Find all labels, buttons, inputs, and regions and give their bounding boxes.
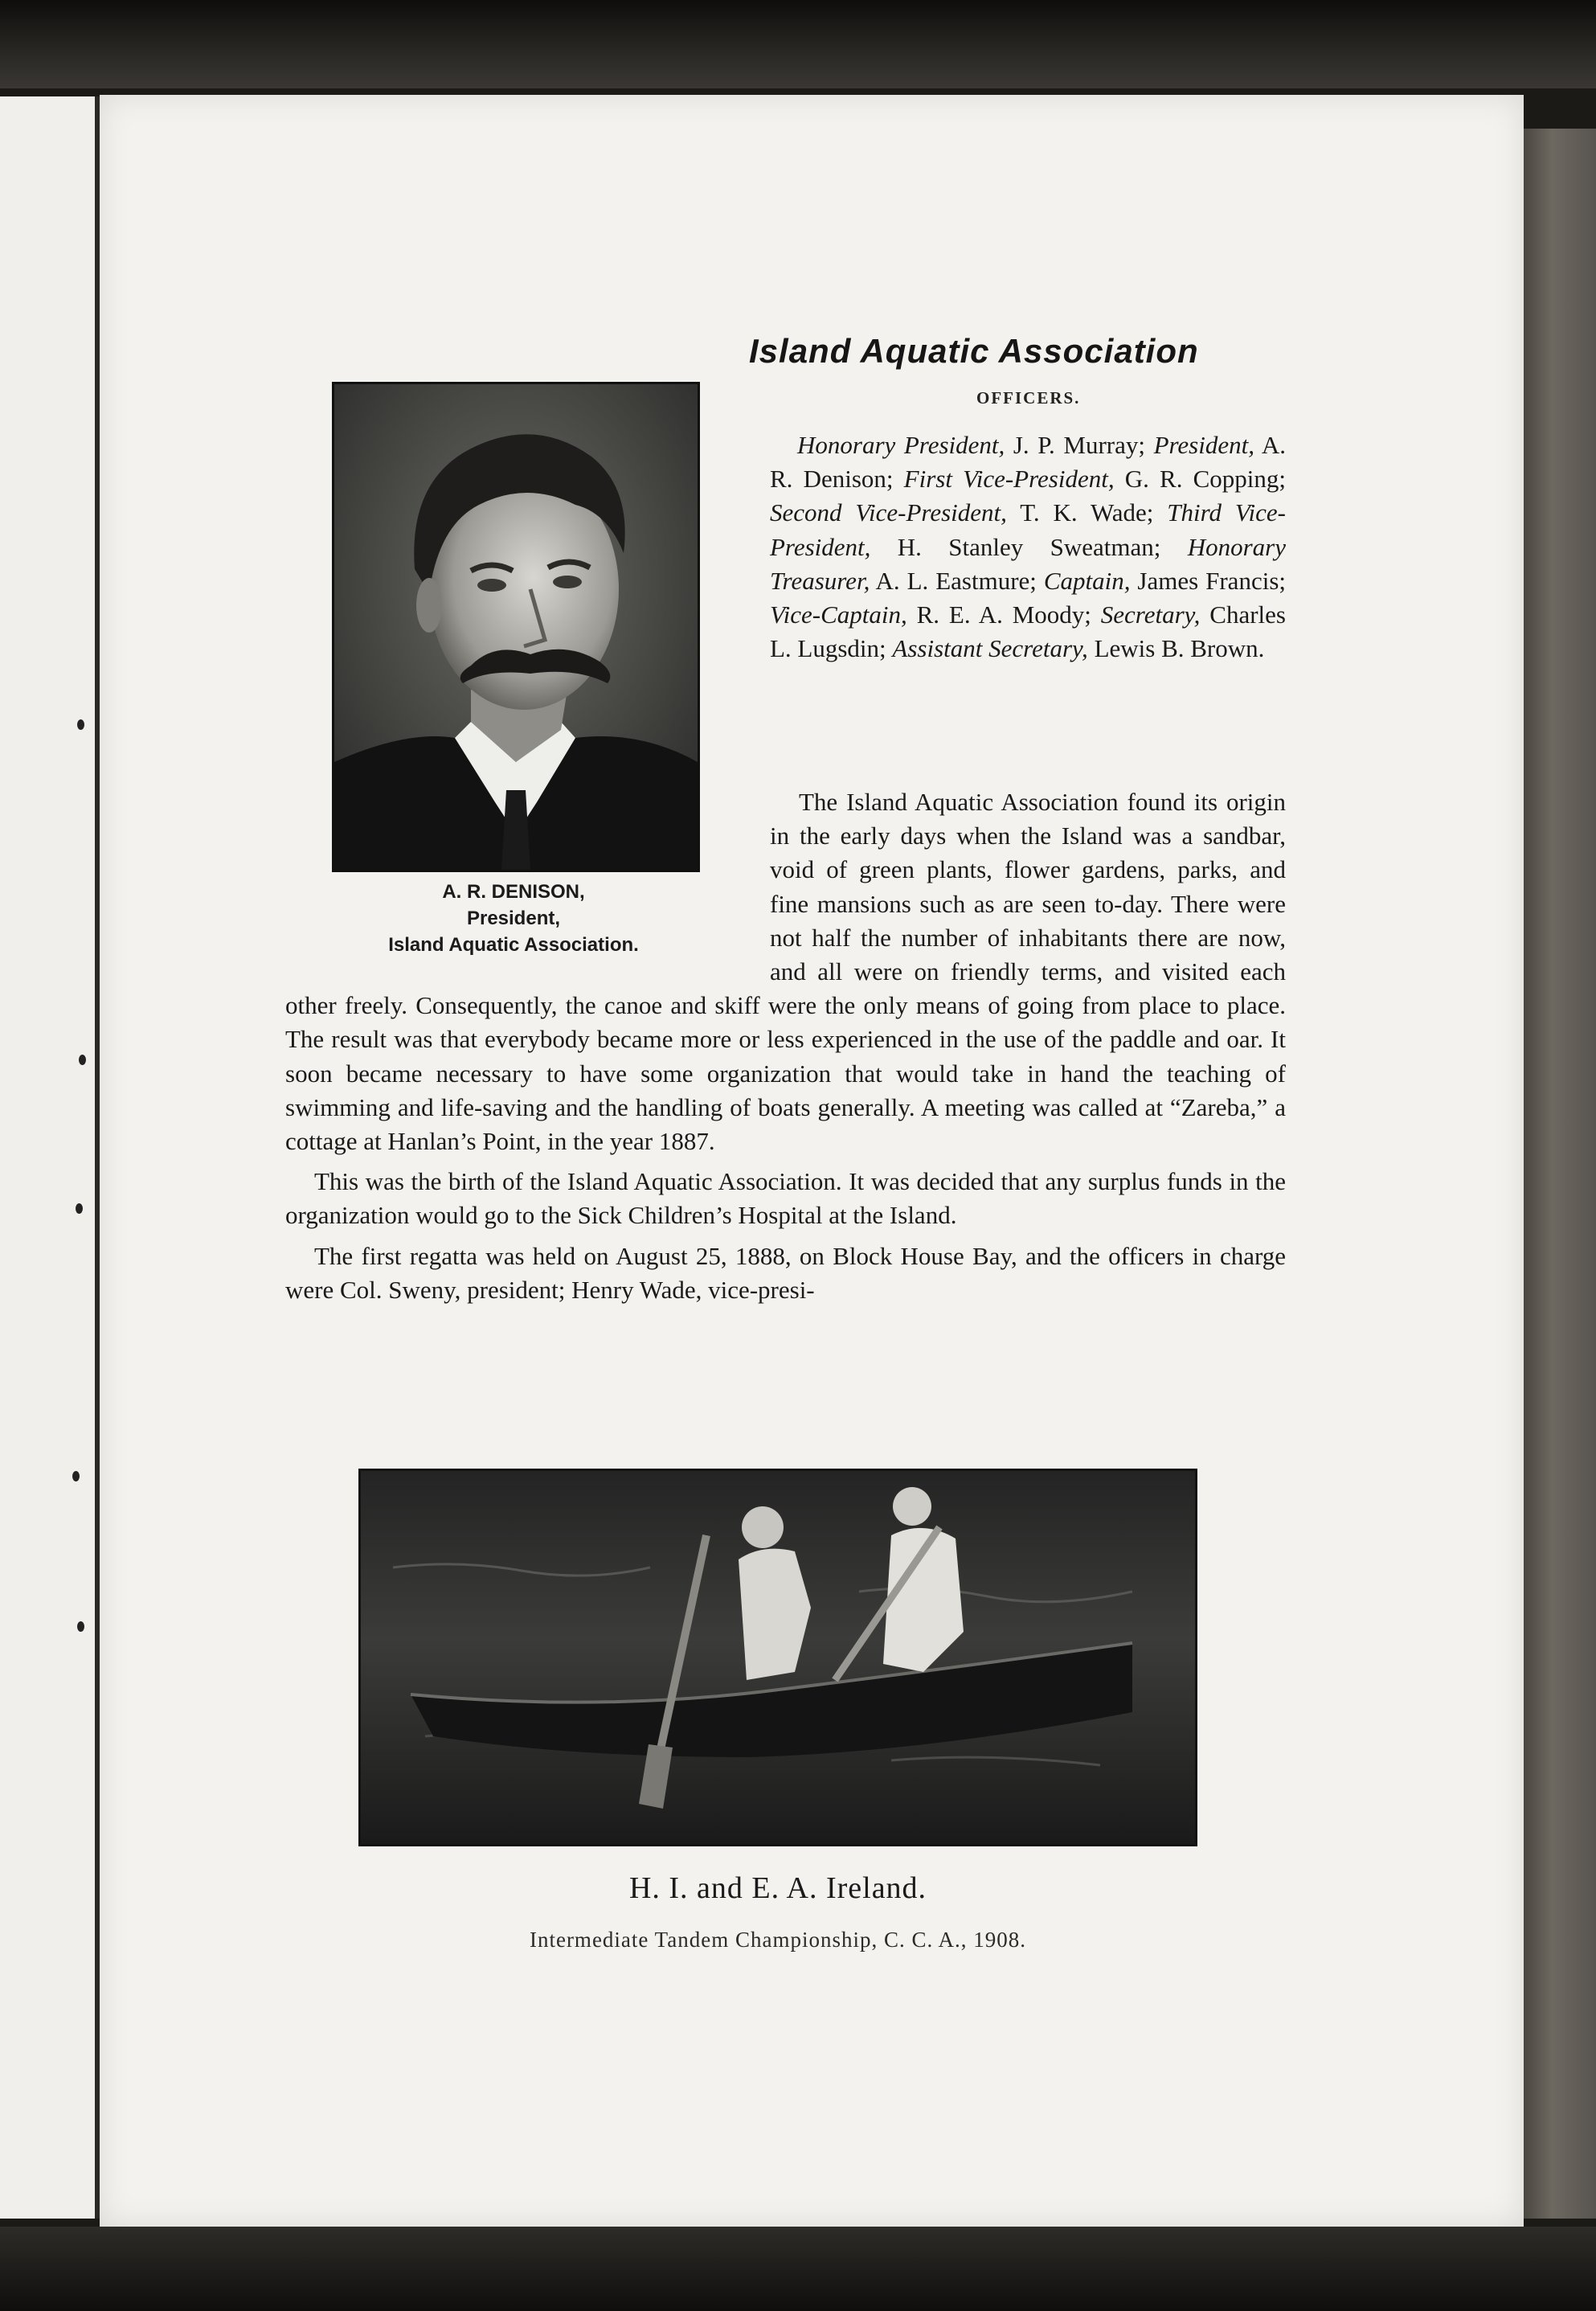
portrait-caption-name: A. R. DENISON, xyxy=(442,881,585,903)
officer-role: Honorary President, xyxy=(797,431,1005,459)
canoe-image xyxy=(361,1471,1195,1844)
officer-name: James Francis; xyxy=(1130,566,1286,595)
officer-role: Secretary, xyxy=(1100,600,1201,629)
officer-role: Honorary Treasurer, xyxy=(770,532,1286,595)
body-paragraph: The first regatta was held on August 25, 1888, on Block House Bay, and the officers in charge were Col. Sweny, president; Henry Wade, vice-presi- xyxy=(285,1241,1286,1304)
canoe-photo xyxy=(358,1469,1197,1846)
scan-right-margin xyxy=(1523,129,1596,2219)
officer-name: T. K. Wade; xyxy=(1006,498,1168,527)
canoe-subcaption: Intermediate Tandem Championship, C. C. A., 1908. xyxy=(529,1928,1027,1952)
officer-name: A. L. Eastmure; xyxy=(870,566,1044,595)
officers-paragraph xyxy=(770,428,1286,666)
officer-name: Charles L. Lugsdin; xyxy=(770,600,1286,663)
officer-name: J. P. Murray; xyxy=(1005,431,1154,459)
scan-top-edge xyxy=(0,0,1596,88)
officers-heading: OFFICERS. xyxy=(976,388,1081,408)
officer-name: Lewis B. Brown. xyxy=(1087,634,1265,663)
officer-role: Second Vice-President, xyxy=(770,498,1007,527)
portrait-wrap-space xyxy=(285,785,770,981)
scan-speck xyxy=(77,719,84,730)
body-paragraph: The Island Aquatic Association found its origin in the early days when the Island was a sandbar, void of green plants, flower gardens, parks, and fine mansions such as are seen to-day. There were not half the number of inhabitants there are now, and all were on friendly terms, and visited each other freely. Consequently, the canoe and skiff were the only means of going from place to place. The result was that everybody became more or less experienced in the use of the paddle and oar. It soon became necessary to have some organization that would take in hand the teaching of swimming and life-saving and the handling of boats generally. A meeting was called at “Zareba,” a cottage at Hanlan’s Point, in the year 1887. xyxy=(285,788,1286,1156)
facing-page-edge xyxy=(0,96,100,2219)
portrait-caption-org: Island Aquatic Association. xyxy=(388,934,639,956)
scan-speck xyxy=(79,1055,86,1065)
officer-role: President, xyxy=(1153,431,1254,459)
scan-bottom-edge xyxy=(0,2227,1596,2311)
officer-name: A. R. Denison; xyxy=(770,431,1286,494)
article-body xyxy=(285,785,1286,1307)
officer-role: Assistant Secretary, xyxy=(892,634,1088,663)
scan-speck xyxy=(77,1621,84,1632)
officer-role: First Vice-President, xyxy=(903,465,1115,494)
article-title: Island Aquatic Association xyxy=(749,332,1199,370)
officer-name: G. R. Copping; xyxy=(1114,465,1286,494)
portrait-caption-role: President, xyxy=(466,908,561,929)
officer-role: Third Vice-President, xyxy=(770,498,1286,561)
body-paragraph: This was the birth of the Island Aquatic Association. It was decided that any surplus funds in the organization would go to the Sick Children’s Hospital at the Island. xyxy=(285,1167,1286,1230)
scan-speck xyxy=(72,1471,80,1481)
officer-name: R. E. A. Moody; xyxy=(906,600,1101,629)
officer-name: H. Stanley Sweatman; xyxy=(870,532,1188,561)
scan-speck xyxy=(76,1203,83,1214)
officer-role: Vice-Captain, xyxy=(770,600,907,629)
officer-role: Captain, xyxy=(1043,566,1131,595)
canoe-caption: H. I. and E. A. Ireland. xyxy=(628,1871,927,1905)
